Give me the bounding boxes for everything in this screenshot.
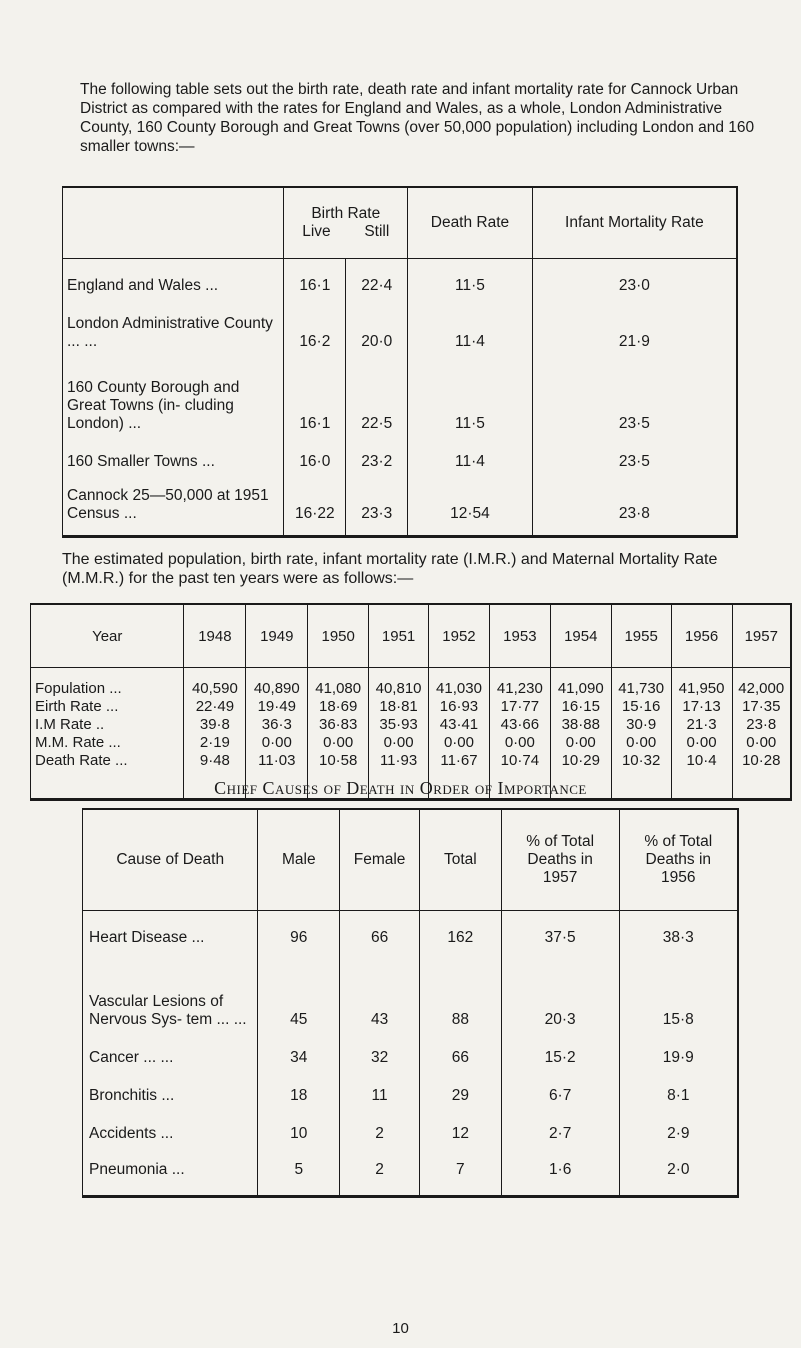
population-intro-text: The estimated population, birth rate, infant mortality rate (I.M.R.) and Maternal Mortality Rate (M.M.R.) for the past ten years were as follows:— [62, 551, 718, 587]
t2-cell: 17·77 [489, 698, 550, 716]
t1-row [63, 259, 738, 297]
t3-female: 11 [340, 1069, 420, 1107]
t3-row [83, 1107, 739, 1145]
t1-live-label: Live [302, 223, 331, 240]
t1-infant: 23·5 [532, 435, 737, 473]
t2-row-imr [31, 716, 792, 734]
t2-year: 1951 [369, 604, 429, 668]
t3-row [83, 911, 739, 949]
t3-female: 32 [340, 1031, 420, 1069]
t2-year: 1954 [550, 604, 611, 668]
t2-cell: 11·67 [429, 752, 490, 800]
t3-total: 12 [420, 1107, 502, 1145]
t2-cell: 35·93 [369, 716, 429, 734]
t1-row [63, 473, 738, 537]
t2-row-label: M.M. Rate ... [35, 734, 121, 751]
t3-pct1957-header [501, 809, 619, 911]
t3-cause: Vascular Lesions of Nervous Sys- tem ... ... [89, 992, 247, 1028]
t2-year-header: Year [31, 604, 184, 668]
t3-row [83, 949, 739, 1031]
t1-row [63, 435, 738, 473]
t2-cell: 0·00 [429, 734, 490, 752]
t3-pct1957: 37·5 [501, 911, 619, 949]
t2-cell: 10·32 [611, 752, 671, 800]
t3-pct1956-header [619, 809, 738, 911]
t2-cell: 15·16 [611, 698, 671, 716]
t1-live: 16·1 [284, 353, 346, 435]
t2-cell: 41,080 [308, 668, 369, 699]
t2-cell: 0·00 [369, 734, 429, 752]
t3-female-header: Female [340, 809, 420, 911]
t2-cell: 22·49 [184, 698, 246, 716]
causes-of-death-heading: Chief Causes of Death in Order of Importance [214, 778, 587, 798]
t2-row-mmr [31, 734, 792, 752]
t2-year: 1949 [246, 604, 308, 668]
t2-cell: 11·03 [246, 752, 308, 800]
t3-total-header: Total [420, 809, 502, 911]
t2-row-label: Fopulation ... [35, 680, 122, 697]
t3-row [83, 1145, 739, 1197]
t1-row [63, 297, 738, 353]
t2-cell: 10·4 [671, 752, 732, 800]
t3-total: 66 [420, 1031, 502, 1069]
t2-year: 1952 [429, 604, 490, 668]
t2-cell: 10·29 [550, 752, 611, 800]
t3-male: 34 [258, 1031, 340, 1069]
t3-female: 43 [340, 949, 420, 1031]
t1-still: 22·5 [346, 353, 408, 435]
t3-cause: Cancer ... ... [89, 1048, 174, 1066]
t2-cell: 41,950 [671, 668, 732, 699]
t3-pct1957: 20·3 [501, 949, 619, 1031]
t3-male: 18 [258, 1069, 340, 1107]
t1-death-rate-header: Death Rate [408, 187, 533, 259]
t1-infant: 21·9 [532, 297, 737, 353]
t2-cell: 41,090 [550, 668, 611, 699]
t1-live: 16·2 [284, 297, 346, 353]
t3-cause-header: Cause of Death [83, 809, 258, 911]
causes-of-death-table [82, 808, 739, 1198]
t2-cell: 41,230 [489, 668, 550, 699]
t2-cell: 36·3 [246, 716, 308, 734]
t2-year: 1948 [184, 604, 246, 668]
t2-cell: 0·00 [671, 734, 732, 752]
t2-cell: 17·13 [671, 698, 732, 716]
t2-year: 1950 [308, 604, 369, 668]
t1-death: 11·5 [408, 259, 533, 297]
t1-infant: 23·8 [532, 473, 737, 537]
t3-pct1956: 2·0 [619, 1145, 738, 1197]
t2-cell: 0·00 [308, 734, 369, 752]
t1-infant: 23·0 [532, 259, 737, 297]
t1-row [63, 353, 738, 435]
t2-cell: 42,000 [732, 668, 791, 699]
t2-cell: 40,590 [184, 668, 246, 699]
t3-total: 7 [420, 1145, 502, 1197]
t2-cell: 30·9 [611, 716, 671, 734]
t2-cell: 40,810 [369, 668, 429, 699]
t2-cell: 40,890 [246, 668, 308, 699]
t3-male: 5 [258, 1145, 340, 1197]
ten-year-statistics-table [30, 603, 792, 801]
t3-pct1957: 1·6 [501, 1145, 619, 1197]
t1-row-label: Cannock 25—50,000 at 1951 Census ... [67, 487, 269, 522]
t3-pct1956: 38·3 [619, 911, 738, 949]
t3-total: 88 [420, 949, 502, 1031]
t2-cell: 19·49 [246, 698, 308, 716]
t3-male: 96 [258, 911, 340, 949]
t2-cell: 0·00 [550, 734, 611, 752]
t2-cell: 0·00 [489, 734, 550, 752]
intro-paragraph: The following table sets out the birth rate, death rate and infant mortality rate for Cannock Urban District as compared with the rates for England and Wales, as a whole, London Administrative County, 160 County Borough and Great Towns (over 50,000 population) including London and 160 smaller towns:— [80, 81, 755, 155]
t2-cell: 39·8 [184, 716, 246, 734]
t3-female: 66 [340, 911, 420, 949]
t1-death: 12·54 [408, 473, 533, 537]
t1-row-label: London Administrative County ... ... [67, 314, 273, 350]
t3-cause: Heart Disease ... [89, 928, 205, 946]
t1-blank-header [63, 187, 284, 259]
t3-pct1957: 15·2 [501, 1031, 619, 1069]
t3-male-header: Male [258, 809, 340, 911]
t2-cell: 18·81 [369, 698, 429, 716]
t3-pct1956: 2·9 [619, 1107, 738, 1145]
t1-infant: 23·5 [532, 353, 737, 435]
t2-year: 1953 [489, 604, 550, 668]
t2-cell: 18·69 [308, 698, 369, 716]
t2-cell: 9·48 [184, 752, 246, 800]
t1-row-label: 160 County Borough and Great Towns (in- cluding London) ... [67, 378, 240, 432]
t2-row-label: Eirth Rate ... [35, 698, 119, 715]
t2-cell: 16·93 [429, 698, 490, 716]
t2-cell: 0·00 [732, 734, 791, 752]
t3-total: 29 [420, 1069, 502, 1107]
t2-cell: 43·41 [429, 716, 490, 734]
t1-still: 23·2 [346, 435, 408, 473]
t2-cell: 41,730 [611, 668, 671, 699]
t1-death: 11·4 [408, 435, 533, 473]
t2-cell: 17·35 [732, 698, 791, 716]
page-number: 10 [392, 1320, 409, 1337]
t1-row-label: England and Wales ... [67, 276, 219, 294]
t2-cell: 41,030 [429, 668, 490, 699]
t2-cell: 38·88 [550, 716, 611, 734]
t2-cell: 23·8 [732, 716, 791, 734]
t1-still: 23·3 [346, 473, 408, 537]
t3-pct1956: 8·1 [619, 1069, 738, 1107]
t1-still: 22·4 [346, 259, 408, 297]
t1-live: 16·1 [284, 259, 346, 297]
t3-row [83, 1031, 739, 1069]
t1-infant-mortality-label: Infant Mortality Rate [565, 214, 704, 231]
t2-cell: 11·93 [369, 752, 429, 800]
t3-female: 2 [340, 1145, 420, 1197]
t3-pct1956: 15·8 [619, 949, 738, 1031]
t2-cell: 0·00 [611, 734, 671, 752]
t3-male: 10 [258, 1107, 340, 1145]
t3-cause: Pneumonia ... [89, 1161, 185, 1178]
t3-cause: Bronchitis ... [89, 1086, 175, 1104]
t1-birth-rate-label: Birth Rate [311, 205, 381, 222]
t2-cell: 10·28 [732, 752, 791, 800]
t3-cause: Accidents ... [89, 1124, 174, 1142]
t1-still: 20·0 [346, 297, 408, 353]
t1-death: 11·4 [408, 297, 533, 353]
t3-pct1957: 6·7 [501, 1069, 619, 1107]
t1-still-label: Still [364, 223, 390, 240]
t1-infant-mortality-header [532, 187, 737, 259]
t1-death: 11·5 [408, 353, 533, 435]
t3-row [83, 1069, 739, 1107]
t2-row-label: Death Rate ... [35, 752, 128, 769]
t2-year: 1956 [671, 604, 732, 668]
t3-female: 2 [340, 1107, 420, 1145]
t2-cell: 43·66 [489, 716, 550, 734]
t2-cell: 36·83 [308, 716, 369, 734]
t2-cell: 21·3 [671, 716, 732, 734]
t2-cell: 0·00 [246, 734, 308, 752]
rates-comparison-table [62, 186, 738, 538]
t3-male: 45 [258, 949, 340, 1031]
t2-row-birth-rate [31, 698, 792, 716]
t1-birth-rate-header [284, 187, 408, 259]
t2-year: 1957 [732, 604, 791, 668]
t1-live: 16·0 [284, 435, 346, 473]
t2-cell: 16·15 [550, 698, 611, 716]
t2-row-label: I.M Rate .. [35, 716, 105, 733]
t1-live: 16·22 [284, 473, 346, 537]
t3-pct1957-label: % of Total Deaths in 1957 [526, 833, 595, 886]
t3-total: 162 [420, 911, 502, 949]
t3-pct1956: 19·9 [619, 1031, 738, 1069]
t2-cell: 2·19 [184, 734, 246, 752]
t1-row-label: 160 Smaller Towns ... [67, 452, 215, 470]
t2-row-population [31, 668, 792, 699]
t3-pct1956-label: % of Total Deaths in 1956 [644, 833, 713, 886]
t2-cell: 10·74 [489, 752, 550, 800]
t3-pct1957: 2·7 [501, 1107, 619, 1145]
t2-year: 1955 [611, 604, 671, 668]
t2-cell: 10·58 [308, 752, 369, 800]
